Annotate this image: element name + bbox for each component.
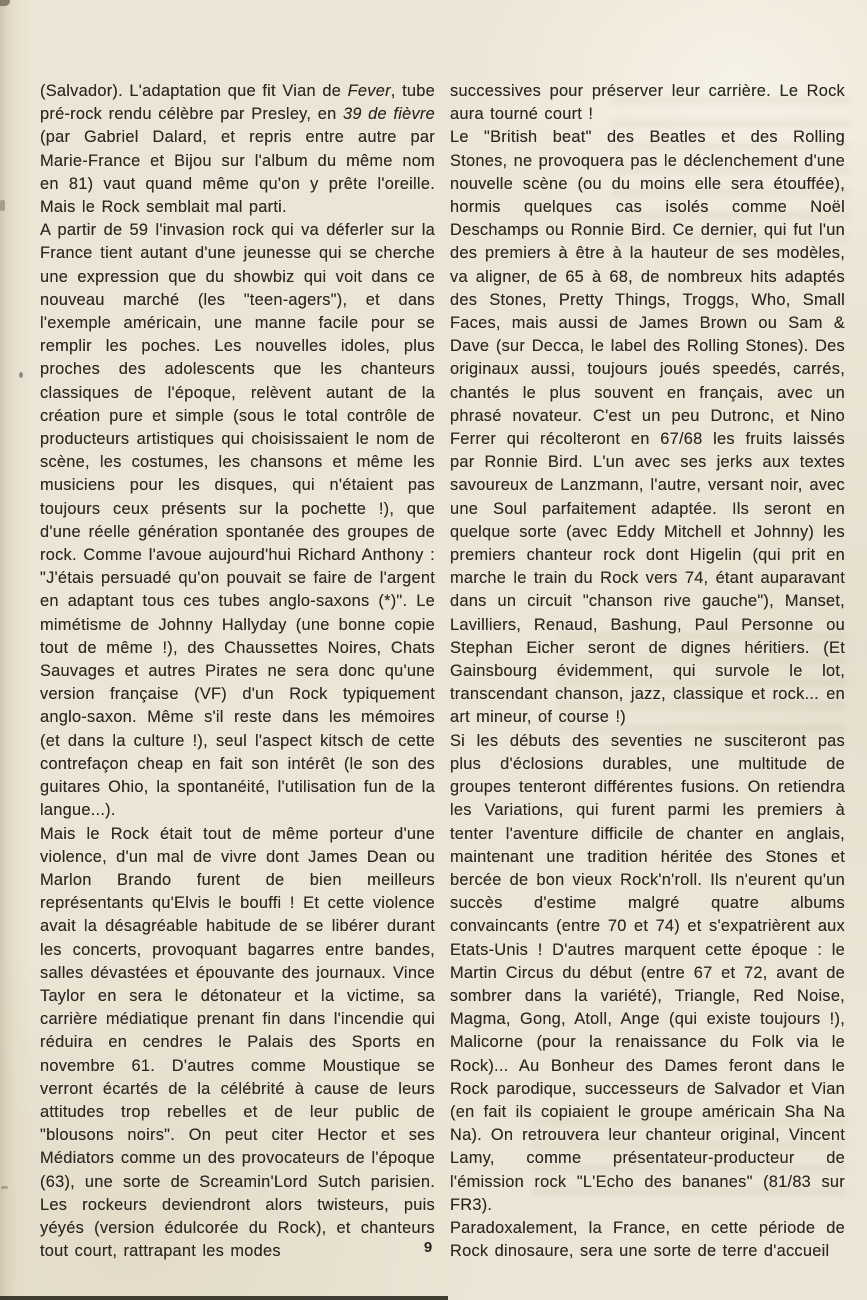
paragraph: successives pour préserver leur carrière. Le Rock aura tourné court ! <box>450 82 845 124</box>
scan-edge-artifact <box>0 1296 448 1300</box>
scan-speck <box>0 200 5 211</box>
two-column-text-block <box>40 80 845 1263</box>
scan-speck <box>1 1186 8 1189</box>
paragraph: Le "British beat" des Beatles et des Rolling Stones, ne provoquera pas le déclenchement d'une nouvelle scène (ou du moins elle sera étouffée), hormis quelques cas isolés comme Noël Deschamps ou Ronnie Bird. Ce dernier, qui fut l'un des premiers à être à la hauteur de ses modèles, va aligner, de 65 à 68, de nombreux hits adaptés des Stones, Pretty Things, Troggs, Who, Small Faces, mais aussi de James Brown ou Sam & Dave (sur Decca, le label des Rolling Stones). Des originaux aussi, toujours joués speedés, carrés, chantés le plus souvent en français, avec un phrasé novateur. C'est un peu Dutronc, et Nino Ferrer qui récolteront en 67/68 les fruits laissés par Ronnie Bird. L'un avec ses jerks aux textes savoureux de Lanzmann, l'autre, versant noir, avec une Soul parfaitement adaptée. Ils seront en quelque sorte (avec Eddy Mitchell et Johnny) les premiers chanteur rock dont Higelin (qui prit en marche le train du Rock vers 74, étant auparavant dans un circuit "chanson rive gauche"), Manset, Lavilliers, Renaud, Bashung, Paul Personne ou Stephan Eicher seront de dignes héritiers. (Et Gainsbourg évidemment, qui survole le lot, transcendant chanson, jazz, classique et rock... en art mineur, of course !) <box>450 128 845 727</box>
paragraph: Mais le Rock était tout de même porteur d'une violence, d'un mal de vivre dont James Dean ou Marlon Brando furent de bien meilleurs représentants qu'Elvis le bouffi ! Et cette violence avait la désagréable habitude de se libérer durant les concerts, provoquant bagarres entre bandes, salles dévastées et épouvante des journaux. Vince Taylor en sera le détonateur et la victime, sa carrière médiatique prenant fin dans l'incendie qui réduira en cendres le Palais des Sports en novembre 61. D'autres comme Moustique se verront écartés de la célébrité à cause de leurs attitudes trop rebelles et de leur public de "blousons noirs". On peut citer Hector et ses Médiators comme un des provocateurs de l'époque (63), une sorte de Screamin'Lord Sutch parisien. Les rockeurs deviendront alors twisteurs, puis yéyés (version édulcorée du Rock), et chanteurs tout court, rattrapant les modes <box>40 824 435 1261</box>
scan-speck <box>19 372 23 378</box>
page-number: 9 <box>423 1239 433 1256</box>
paragraph: (Salvador). L'adaptation que fit Vian de Fever, tube pré-rock rendu célèbre par Presley, en 39 de fièvre (par Gabriel Dalard, et repris entre autre par Marie-France et Bijou sur l'album du même nom en 81) vaut quand même qu'on y prête l'oreille. Mais le Rock semblait mal parti. <box>40 82 435 217</box>
paragraph: A partir de 59 l'invasion rock qui va déferler sur la France tient autant d'une jeunesse qui se cherche une expression que du showbiz qui voit dans ce nouveau marché (les "teen-agers"), et dans l'exemple américain, une manne facile pour se remplir les poches. Les nouvelles idoles, plus proches des adolescents que les chanteurs classiques de l'époque, relèvent autant de la création pure et simple (sous le total contrôle de producteurs artistiques qui choisissaient le nom de scène, les costumes, les chansons et même les musiciens pour les disques, qui n'étaient pas toujours ceux présents sur la pochette !), que d'une réelle génération spontanée des groupes de rock. Comme l'avoue aujourd'hui Richard Anthony : "J'étais persuadé qu'on pouvait se faire de l'argent en adaptant tous ces tubes anglo-saxons (*)". Le mimétisme de Johnny Hallyday (une bonne copie tout de même !), des Chaussettes Noires, Chats Sauvages et autres Pirates ne sera donc qu'une version française (VF) d'un Rock typiquement anglo-saxon. Même s'il reste dans les mémoires (et dans la culture !), seul l'aspect kitsch de cette contrefaçon cheap en fait son intérêt (le son des guitares Ohio, la spontanéité, l'utilisation fun de la langue...). <box>40 221 435 820</box>
paragraph: Paradoxalement, la France, en cette période de Rock dinosaure, sera une sorte de terre d'accueil <box>450 1218 845 1261</box>
right-text-column <box>450 80 845 1263</box>
paragraph: Si les débuts des seventies ne susciteront pas plus d'éclosions durables, une multitude de groupes tenteront différentes fusions. On retiendra les Variations, qui furent parmi les premiers à tenter l'aventure difficile de chanter en anglais, maintenant une tradition héritée des Stones et bercée de bon vieux Rock'n'roll. Ils n'eurent qu'un succès d'estime malgré quatre albums convaincants (entre 70 et 74) et s'expatrièrent aux Etats-Unis ! D'autres marquent cette époque : le Martin Circus du début (entre 67 et 72, avant de sombrer dans la variété), Triangle, Red Noise, Magma, Gong, Atoll, Ange (qui existe toujours !), Malicorne (pour la renaissance du Folk via le Rock)... Au Bonheur des Dames feront dans le Rock parodique, successeurs de Salvador et Vian (en fait ils copiaient le groupe américain Sha Na Na). On retrouvera leur chanteur original, Vincent Lamy, comme présentateur-producteur de l'émission rock "L'Echo des bananes" (81/83 sur FR3). <box>450 731 845 1214</box>
scan-speck <box>0 0 10 6</box>
left-text-column <box>40 80 435 1263</box>
